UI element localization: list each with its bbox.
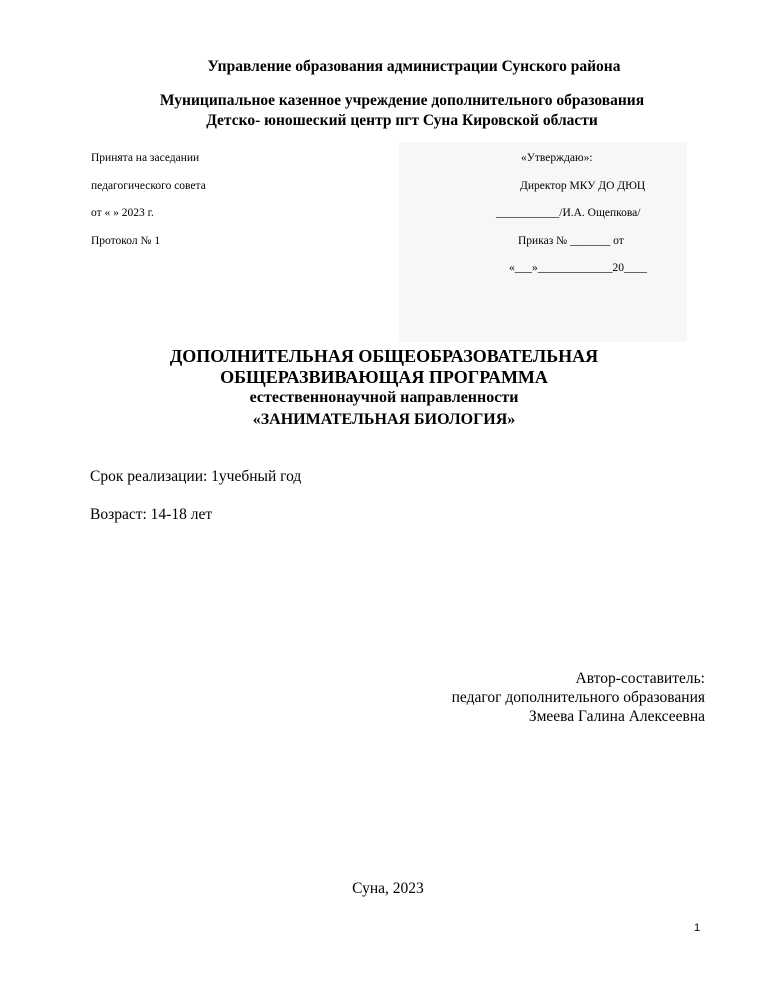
program-title-line1: ДОПОЛНИТЕЛЬНАЯ ОБЩЕОБРАЗОВАТЕЛЬНАЯ	[169, 346, 599, 366]
author-position: педагог дополнительного образования	[451, 689, 705, 706]
pedagogical-council-text: педагогического совета	[91, 180, 206, 192]
director-signature-line: ___________/И.А. Ощепкова/	[496, 207, 641, 219]
age-range: Возраст: 14-18 лет	[90, 506, 213, 523]
protocol-number-text: Протокол № 1	[91, 235, 161, 247]
adopted-at-meeting-text: Принята на заседании	[91, 152, 200, 164]
institution-name-line2: Детско- юношеский центр пгт Суна Кировской области	[206, 112, 598, 129]
author-name: Змеева Галина Алексеевна	[528, 708, 705, 725]
institution-name-line1: Муниципальное казенное учреждение дополнительного образования	[159, 92, 645, 109]
approve-heading: «Утверждаю»:	[521, 152, 593, 164]
page-number: 1	[694, 922, 701, 934]
program-name: «ЗАНИМАТЕЛЬНАЯ БИОЛОГИЯ»	[252, 411, 516, 428]
program-direction: естественнонаучной направленности	[249, 389, 519, 406]
author-label: Автор-составитель:	[575, 670, 705, 687]
council-date-text: от « » 2023 г.	[91, 207, 154, 219]
order-date-line: «___»_____________20____	[509, 262, 647, 274]
city-and-year: Суна, 2023	[352, 880, 424, 897]
implementation-period: Срок реализации: 1учебный год	[90, 468, 302, 485]
organization-header: Управление образования администрации Сунского района	[207, 58, 621, 75]
director-title: Директор МКУ ДО ДЮЦ	[520, 180, 646, 192]
order-number-line: Приказ № _______ от	[518, 235, 624, 247]
program-title-line2: ОБЩЕРАЗВИВАЮЩАЯ ПРОГРАММА	[220, 367, 548, 387]
